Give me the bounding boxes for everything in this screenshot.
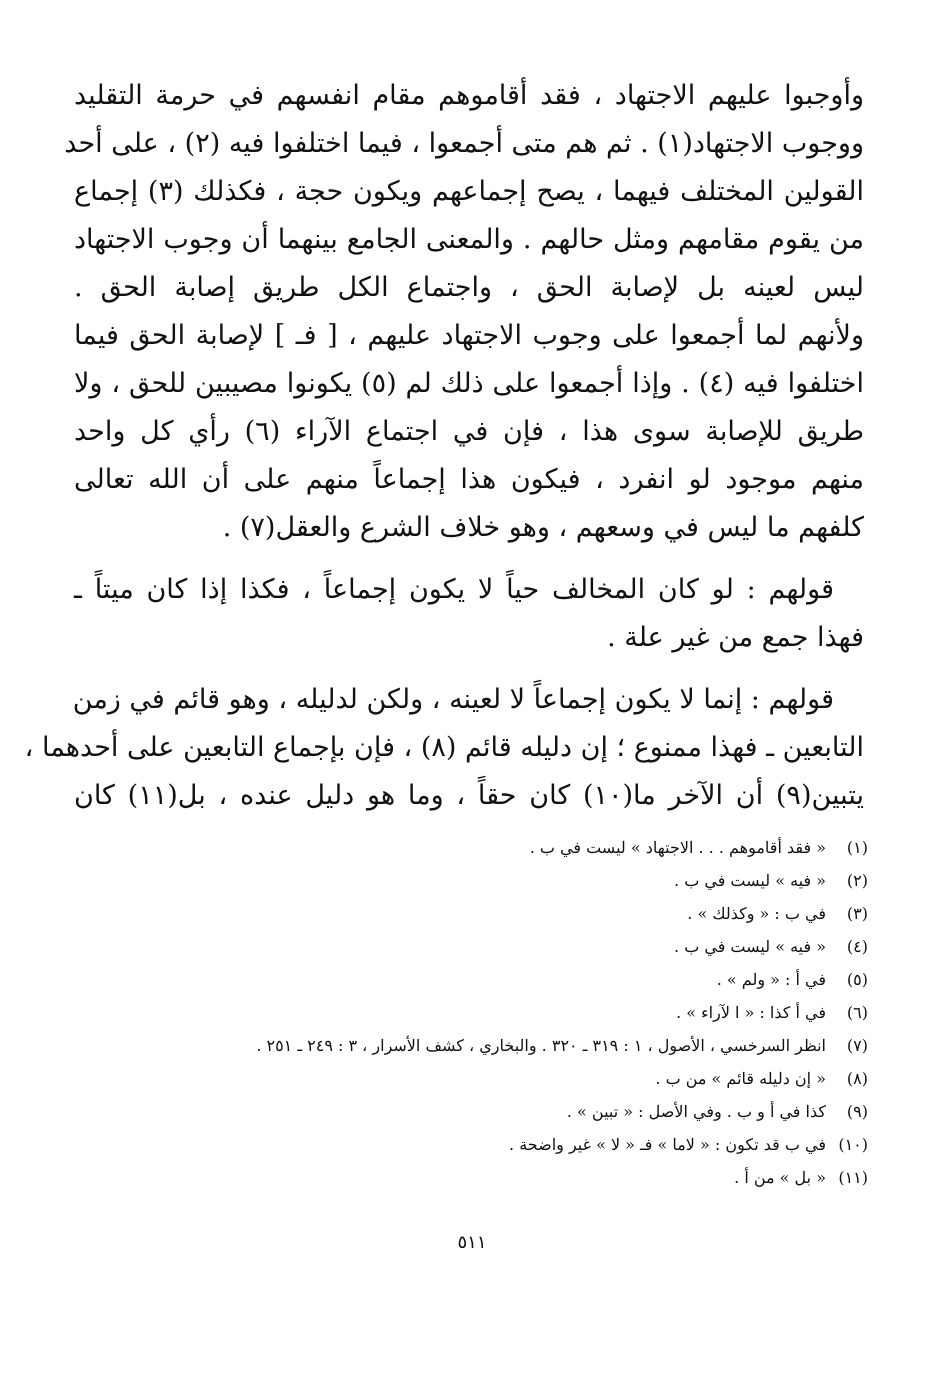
text-line: التابعين ـ فهذا ممنوع ؛ إن دليله قائم (٨) ، فإن بإجماع التابعين على أحدهما ، bbox=[24, 732, 864, 763]
footnote-text: في ب : « وكذلك » . bbox=[687, 904, 826, 923]
text-line: من يقوم مقامهم ومثل حالهم . والمعنى الجامع بينهما أن وجوب الاجتهاد bbox=[74, 224, 864, 255]
footnote-number: (٤) bbox=[846, 937, 868, 956]
footnote bbox=[68, 1161, 868, 1194]
footnote bbox=[68, 930, 868, 963]
paragraph bbox=[74, 566, 864, 662]
footnote-text: في ب قد تكون : « لاما » فـ « لا » غير واضحة . bbox=[509, 1135, 826, 1154]
text-line: ولأنهم لما أجمعوا على وجوب الاجتهاد عليهم ، [ فـ ] لإصابة الحق فيما bbox=[74, 320, 864, 351]
text-line: ليس لعينه بل لإصابة الحق ، واجتماع الكل طريق إصابة الحق . bbox=[74, 272, 864, 303]
text-line: ووجوب الاجتهاد(١) . ثم هم متى أجمعوا ، فيما اختلفوا فيه (٢) ، على أحد bbox=[64, 128, 864, 159]
footnote-text: « إن دليله قائم » من ب . bbox=[655, 1069, 826, 1088]
footnote-number: (١٠) bbox=[838, 1135, 868, 1154]
text-line: اختلفوا فيه (٤) . وإذا أجمعوا على ذلك لم (٥) يكونوا مصيبين للحق ، ولا bbox=[74, 368, 864, 399]
footnote-text: « فقد أقاموهم . . . الاجتهاد » ليست في ب . bbox=[529, 838, 826, 857]
footnote bbox=[68, 1029, 868, 1062]
footnote-number: (٥) bbox=[846, 970, 868, 989]
footnote bbox=[68, 963, 868, 996]
footnote-text: « فيه » ليست في ب . bbox=[674, 937, 826, 956]
footnote bbox=[68, 1062, 868, 1095]
footnote-text: كذا في أ و ب . وفي الأصل : « تبين » . bbox=[566, 1102, 826, 1121]
footnote bbox=[68, 1095, 868, 1128]
main-text bbox=[24, 72, 864, 820]
footnote-text: انظر السرخسي ، الأصول ، ١ : ٣١٩ ـ ٣٢٠ . والبخاري ، كشف الأسرار ، ٣ : ٢٤٩ ـ ٢٥١ . bbox=[256, 1036, 826, 1055]
paragraph-gap bbox=[74, 552, 864, 566]
text-line: منهم موجود لو انفرد ، فيكون هذا إجماعاً منهم على أن الله تعالى bbox=[74, 464, 864, 495]
text-line: فهذا جمع من غير علة . bbox=[607, 622, 864, 653]
text-line: قولهم : لو كان المخالف حياً لا يكون إجماعاً ، فكذا إذا كان ميتاً ـ bbox=[74, 574, 834, 605]
footnote bbox=[68, 864, 868, 897]
footnote bbox=[68, 1128, 868, 1161]
footnote-text: « بل » من أ . bbox=[734, 1168, 826, 1187]
footnote-number: (٩) bbox=[846, 1102, 868, 1121]
text-line: قولهم : إنما لا يكون إجماعاً لا لعينه ، ولكن لدليله ، وهو قائم في زمن bbox=[72, 684, 834, 715]
text-line: يتبين(٩) أن الآخر ما(١٠) كان حقاً ، وما هو دليل عنده ، بل(١١) كان bbox=[74, 780, 864, 811]
text-line: طريق للإصابة سوى هذا ، فإن في اجتماع الآراء (٦) رأي كل واحد bbox=[74, 416, 864, 447]
footnote bbox=[68, 897, 868, 930]
text-line: القولين المختلف فيهما ، يصح إجماعهم ويكون حجة ، فكذلك (٣) إجماع bbox=[74, 176, 864, 207]
footnote-number: (٦) bbox=[846, 1003, 868, 1022]
paragraph bbox=[24, 676, 864, 820]
text-line: وأوجبوا عليهم الاجتهاد ، فقد أقاموهم مقام انفسهم في حرمة التقليد bbox=[74, 80, 864, 111]
paragraph-gap bbox=[74, 662, 864, 676]
footnote-number: (٧) bbox=[846, 1036, 868, 1055]
page-number: ٥١١ bbox=[457, 1232, 487, 1253]
footnote-number: (١) bbox=[846, 838, 868, 857]
text-line: كلفهم ما ليس في وسعهم ، وهو خلاف الشرع والعقل(٧) . bbox=[222, 512, 864, 543]
footnote-text: في أ : « ولم » . bbox=[716, 970, 826, 989]
footnote-number: (٣) bbox=[846, 904, 868, 923]
footnote-number: (٨) bbox=[846, 1069, 868, 1088]
footnote-number: (٢) bbox=[846, 871, 868, 890]
footnote-number: (١١) bbox=[838, 1168, 868, 1187]
footnote-text: في أ كذا : « ا لآراء » . bbox=[676, 1003, 826, 1022]
footnote bbox=[68, 996, 868, 1029]
footnote-text: « فيه » ليست في ب . bbox=[674, 871, 826, 890]
paragraph bbox=[64, 72, 864, 552]
footnotes bbox=[68, 831, 868, 1194]
footnote bbox=[68, 831, 868, 864]
